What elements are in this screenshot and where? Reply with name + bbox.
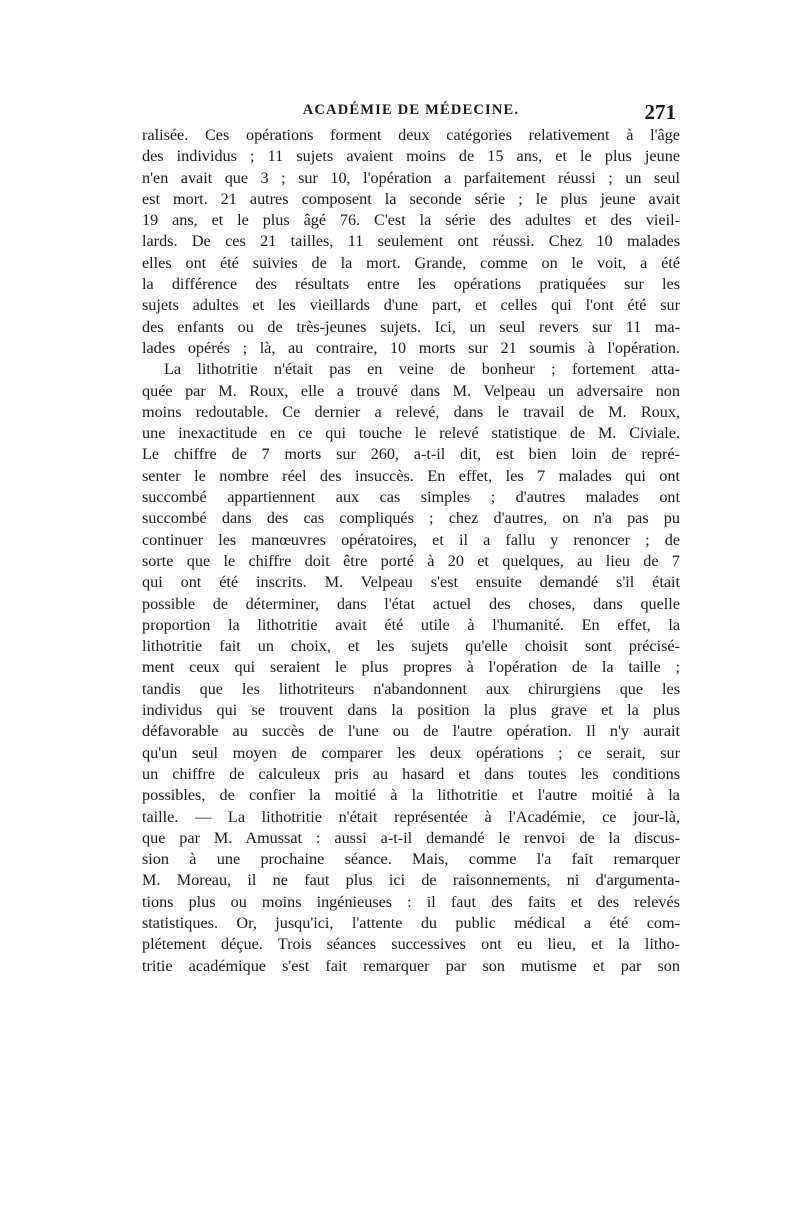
text-line: succombé dans des cas compliqués ; chez d'autres, on n'a pas pu	[142, 509, 680, 528]
text-line: possibles, de confier la moitié à la lithotritie et l'autre moitié à la	[142, 786, 680, 805]
text-line: possible de déterminer, dans l'état actuel des choses, dans quelle	[142, 594, 680, 613]
text-line: Le chiffre de 7 morts sur 260, a-t-il dit, est bien loin de repré-	[142, 445, 680, 464]
text-line: statistiques. Or, jusqu'ici, l'attente du public médical a été com-	[142, 913, 680, 932]
text-line: lithotritie fait un choix, et les sujets qu'elle choisit sont précisé-	[142, 637, 680, 656]
text-line: 19 ans, et le plus âgé 76. C'est la série des adultes et des vieil-	[142, 211, 680, 230]
text-line: lards. De ces 21 tailles, 11 seulement ont réussi. Chez 10 malades	[142, 232, 680, 251]
text-line: lades opérés ; là, au contraire, 10 morts sur 21 soumis à l'opération.	[142, 338, 680, 357]
text-line: une inexactitude en ce qui touche le relevé statistique de M. Civiale.	[142, 424, 680, 443]
text-line: moins redoutable. Ce dernier a relevé, dans le travail de M. Roux,	[142, 402, 680, 421]
text-line: plétement déçue. Trois séances successives ont eu lieu, et la litho-	[142, 935, 680, 954]
text-line: proportion la lithotritie avait été utile à l'humanité. En effet, la	[142, 615, 680, 634]
text-line: un chiffre de calculeux pris au hasard et dans toutes les conditions	[142, 764, 680, 783]
text-line: qui ont été inscrits. M. Velpeau s'est ensuite demandé s'il était	[142, 573, 680, 592]
text-line: n'en avait que 3 ; sur 10, l'opération a parfaitement réussi ; un seul	[142, 168, 680, 187]
running-head	[142, 100, 680, 124]
text-line: ralisée. Ces opérations forment deux catégories relativement à l'âge	[142, 126, 680, 144]
text-line: M. Moreau, il ne faut plus ici de raisonnements, ni d'argumenta-	[142, 871, 680, 890]
text-line: elles ont été suivies de la mort. Grande, comme on le voit, a été	[142, 253, 680, 272]
text-line: des individus ; 11 sujets avaient moins de 15 ans, et le plus jeune	[142, 147, 680, 166]
text-line: sujets adultes et les vieillards d'une part, et celles qui l'ont été sur	[142, 296, 680, 315]
text-line: des enfants ou de très-jeunes sujets. Ici, un seul revers sur 11 ma-	[142, 317, 680, 336]
text-line: est mort. 21 autres composent la seconde série ; le plus jeune avait	[142, 189, 680, 208]
page-number: 271	[644, 100, 676, 124]
text-line: sion à une prochaine séance. Mais, comme l'a fait remarquer	[142, 850, 680, 869]
body-text	[142, 125, 680, 977]
text-line: tandis que les lithotriteurs n'abandonnent aux chirurgiens que les	[142, 679, 680, 698]
text-line: défavorable au succès de l'une ou de l'autre opération. Il n'y aurait	[142, 722, 680, 741]
text-line: continuer les manœuvres opératoires, et il a fallu y renoncer ; de	[142, 530, 680, 549]
running-title: ACADÉMIE DE MÉDECINE.	[302, 102, 520, 118]
text-line: senter le nombre réel des insuccès. En effet, les 7 malades qui ont	[142, 466, 680, 485]
text-line: tions plus ou moins ingénieuses : il faut des faits et des relevés	[142, 892, 680, 911]
text-line: tritie académique s'est fait remarquer par son mutisme et par son	[142, 956, 680, 975]
text-line: succombé appartiennent aux cas simples ; d'autres malades ont	[142, 488, 680, 507]
text-line: qu'un seul moyen de comparer les deux opérations ; ce serait, sur	[142, 743, 680, 762]
text-line: individus qui se trouvent dans la position la plus grave et la plus	[142, 701, 680, 720]
text-line: quée par M. Roux, elle a trouvé dans M. Velpeau un adversaire non	[142, 381, 680, 400]
text-line: que par M. Amussat : aussi a-t-il demandé le renvoi de la discus-	[142, 828, 680, 847]
text-line: taille. — La lithotritie n'était représentée à l'Académie, ce jour-là,	[142, 807, 680, 826]
text-line: sorte que le chiffre doit être porté à 20 et quelques, au lieu de 7	[142, 551, 680, 570]
text-line: ment ceux qui seraient le plus propres à l'opération de la taille ;	[142, 658, 680, 677]
text-line: La lithotritie n'était pas en veine de bonheur ; fortement atta-	[164, 360, 680, 379]
text-line: la différence des résultats entre les opérations pratiquées sur les	[142, 275, 680, 294]
